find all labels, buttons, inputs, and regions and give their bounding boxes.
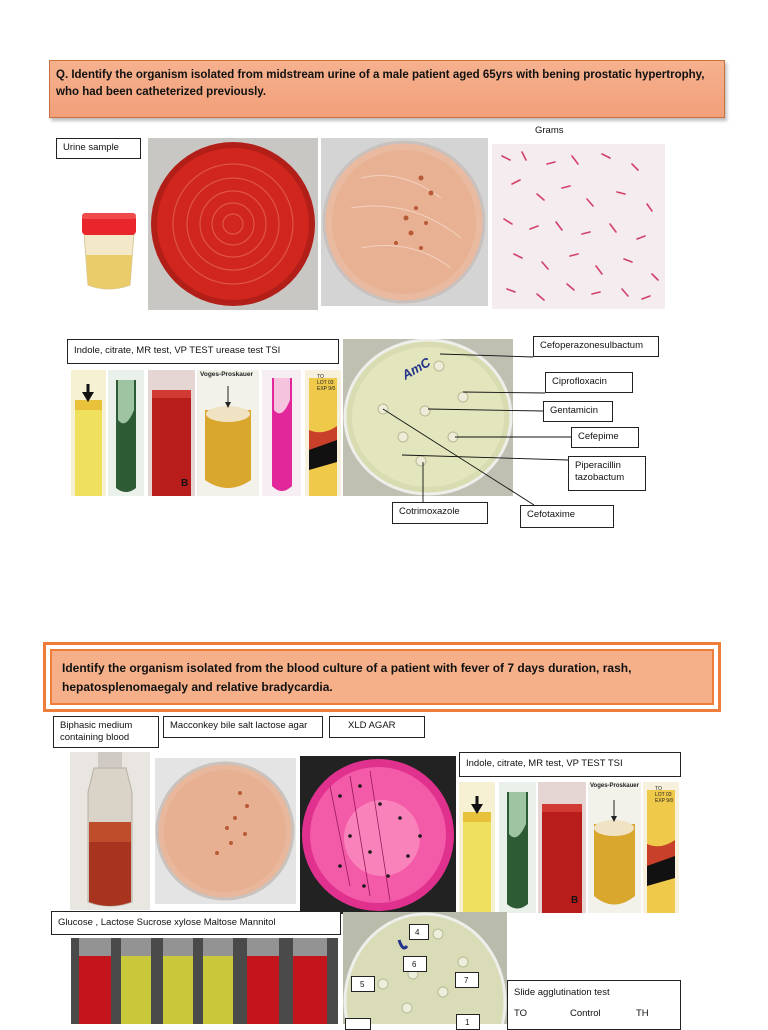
xld-agar-label: XLD AGAR: [329, 716, 425, 738]
question-box-2: [43, 642, 721, 712]
disc-number-5: 5: [351, 976, 375, 992]
agglutination-col-th: TH: [636, 1008, 649, 1019]
sugars-label: Glucose , Lactose Sucrose xylose Maltose Mannitol: [51, 911, 341, 935]
antibiotic-label-ciprofloxacin: Ciprofloxacin: [545, 372, 633, 393]
vp-tube-text-1: Voges-Proskauer: [200, 371, 253, 378]
disc-number-1: 1: [456, 1014, 480, 1030]
antibiotic-label-cefoperazonesulbactum: Cefoperazonesulbactum: [533, 336, 659, 357]
slide-agglutination-title: Slide agglutination test: [514, 987, 610, 998]
antibiotic-label-piperacillin-tazobactum: Piperacillin tazobactum: [568, 456, 646, 491]
grams-label: Grams: [535, 125, 564, 136]
disc-number-7: 7: [455, 972, 479, 988]
plate-marker-text: AmC: [399, 354, 434, 383]
mr-tube-mark-2: B: [571, 895, 579, 906]
tsi-tube-image-2: [643, 782, 679, 913]
biphasic-medium-label: Biphasic medium containing blood: [53, 716, 159, 748]
sugar-tubes-image: [71, 938, 338, 1024]
mr-tube-mark-1: B: [181, 478, 189, 489]
antibiotic-label-cefotaxime: Cefotaxime: [520, 505, 614, 528]
question-text-2: Identify the organism isolated from the blood culture of a patient with fever of 7 days duration, rash, hepatosplenomaegaly and relative bradycardia.: [62, 661, 632, 694]
citrate-tube-image-2: [499, 782, 536, 913]
disc-number-6: 6: [403, 956, 427, 972]
antibiotic-label-cotrimoxazole: Cotrimoxazole: [392, 502, 488, 524]
macconkey-label: Macconkey bile salt lactose agar: [163, 716, 323, 738]
xld-plate-image: [300, 756, 456, 914]
tsi-tube-text-1: TO LOT 03 EXP 9/0: [317, 374, 336, 392]
mr-tube-image-2: [538, 782, 586, 913]
indole-tube-image-2: [459, 782, 495, 913]
question-text-1: Q. Identify the organism isolated from midstream urine of a male patient aged 65yrs with bening prostatic hypertrophy, who had been catheterized previously.: [56, 69, 705, 98]
antibiotic-label-cefepime: Cefepime: [571, 427, 639, 448]
biphasic-bottle-image: [70, 752, 150, 910]
slide-agglutination-box: [507, 980, 681, 1030]
agglutination-col-control: Control: [570, 1008, 601, 1019]
disc-number-4: 4: [409, 924, 429, 940]
antibiotic-label-gentamicin: Gentamicin: [543, 401, 613, 422]
agglutination-col-to: TO: [514, 1008, 528, 1019]
urine-sample-label: Urine sample: [56, 138, 141, 159]
biochem-label-1: Indole, citrate, MR test, VP TEST urease test TSI: [67, 339, 339, 364]
disc-number-box-cut: [345, 1018, 371, 1030]
tsi-tube-text-2: TO LOT 03 EXP 9/0: [655, 786, 674, 804]
macconkey-plate-image-2: [155, 758, 296, 904]
vp-tube-image-2: [588, 782, 641, 913]
vp-tube-text-2: Voges-Proskauer: [590, 783, 639, 789]
biochem-label-2: Indole, citrate, MR test, VP TEST TSI: [459, 752, 681, 777]
